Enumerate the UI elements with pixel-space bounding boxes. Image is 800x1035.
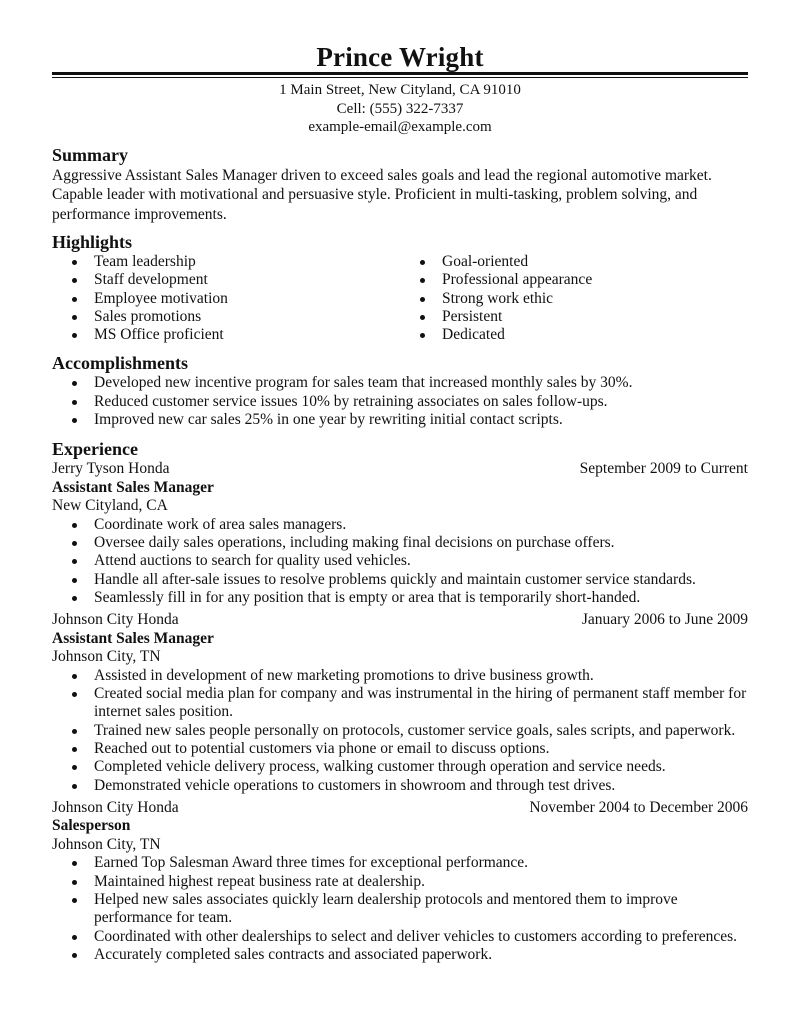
accomplishments-heading: Accomplishments: [52, 353, 188, 374]
job-bullet: [52, 571, 748, 589]
bullet-icon: [72, 747, 77, 752]
job-bullet-text: Trained new sales people personally on protocols, customer service goals, sales scripts, and paperwork.: [94, 721, 736, 739]
highlight-item: [52, 290, 400, 308]
job-title: Assistant Sales Manager: [52, 478, 214, 496]
accomplishment-text: Improved new car sales 25% in one year by rewriting initial contact scripts.: [94, 411, 563, 429]
divider-thin-line: [52, 77, 748, 78]
job-bullet: [52, 667, 748, 685]
job-bullet-text: Coordinated with other dealerships to select and deliver vehicles to customers according to preferences.: [94, 927, 738, 945]
job-location: New Cityland, CA: [52, 497, 168, 515]
job-bullet-text: Demonstrated vehicle operations to customers in showroom and through test drives.: [94, 776, 616, 794]
summary-heading: Summary: [52, 144, 128, 165]
bullet-icon: [72, 381, 77, 386]
job-dates: January 2006 to June 2009: [581, 611, 748, 629]
highlight-item: [400, 326, 748, 344]
highlight-text: Employee motivation: [94, 289, 228, 307]
job-bullet: [52, 946, 748, 964]
job-bullet-text: Maintained highest repeat business rate at dealership.: [94, 872, 425, 890]
bullet-icon: [72, 418, 77, 423]
bullet-icon: [72, 674, 77, 679]
job-bullet-text: Attend auctions to search for quality used vehicles.: [94, 552, 411, 570]
job-bullets: [52, 854, 748, 964]
bullet-icon: [72, 596, 77, 601]
job-entry: [52, 799, 748, 964]
highlight-item: [400, 253, 748, 271]
bullet-icon: [72, 559, 77, 564]
job-entry: [52, 460, 748, 607]
highlight-text: Team leadership: [94, 253, 196, 270]
job-dates: November 2004 to December 2006: [529, 798, 748, 816]
job-bullet: [52, 928, 748, 946]
accomplishment-text: Developed new incentive program for sales team that increased monthly sales by 30%.: [94, 374, 633, 392]
bullet-icon: [72, 541, 77, 546]
contact-phone: Cell: (555) 322-7337: [336, 100, 464, 117]
candidate-name: Prince Wright: [316, 42, 484, 72]
highlight-item: [52, 253, 400, 271]
job-bullets: [52, 516, 748, 607]
bullet-icon: [420, 260, 425, 265]
highlight-item: [400, 271, 748, 289]
highlight-text: Goal-oriented: [442, 253, 529, 270]
accomplishment-item: [52, 374, 748, 392]
accomplishment-item: [52, 393, 748, 411]
job-dates: September 2009 to Current: [579, 460, 748, 478]
job-header: [52, 611, 748, 630]
bullet-icon: [72, 315, 77, 320]
bullet-icon: [72, 953, 77, 958]
job-location: Johnson City, TN: [52, 648, 161, 666]
accomplishments-list: [52, 374, 748, 429]
highlight-item: [52, 326, 400, 344]
job-bullet: [52, 740, 748, 758]
highlight-text: Staff development: [94, 271, 208, 289]
bullet-icon: [420, 297, 425, 302]
summary-line: performance improvements.: [52, 205, 227, 223]
accomplishment-text: Reduced customer service issues 10% by retraining associates on sales follow-ups.: [94, 392, 608, 410]
summary-line: Aggressive Assistant Sales Manager driven to exceed sales goals and lead the regional automotive market.: [52, 166, 712, 184]
job-bullet-text: Seamlessly fill in for any position that is empty or area that is temporarily short-handed.: [94, 589, 641, 607]
highlight-item: [52, 308, 400, 326]
job-bullet: [52, 516, 748, 534]
bullet-icon: [420, 278, 425, 283]
job-bullet: [52, 777, 748, 795]
bullet-icon: [72, 880, 77, 885]
experience-heading: Experience: [52, 439, 138, 460]
job-bullet-text: Created social media plan for company and was instrumental in the hiring of permanent staff member for internet sales position.: [94, 685, 747, 721]
job-bullet-text: Assisted in development of new marketing promotions to drive business growth.: [94, 666, 594, 684]
job-title: Salesperson: [52, 817, 131, 835]
bullet-icon: [72, 692, 77, 697]
job-bullet: [52, 685, 748, 722]
bullet-icon: [72, 784, 77, 789]
job-bullet: [52, 589, 748, 607]
job-bullet: [52, 873, 748, 891]
experience-section: [52, 438, 748, 964]
header-divider: [52, 72, 748, 80]
job-entry: [52, 611, 748, 795]
job-bullet: [52, 722, 748, 740]
job-location: Johnson City, TN: [52, 835, 161, 853]
job-company: Johnson City Honda: [52, 798, 179, 816]
job-header: [52, 460, 748, 479]
job-bullet-text: Earned Top Salesman Award three times for exceptional performance.: [94, 854, 529, 872]
highlight-item: [400, 308, 748, 326]
job-bullet-text: Completed vehicle delivery process, walking customer through operation and service needs.: [94, 758, 666, 776]
contact-block: [52, 81, 748, 137]
resume-page: [52, 0, 748, 968]
accomplishments-section: [52, 352, 748, 429]
bullet-icon: [72, 297, 77, 302]
bullet-icon: [72, 333, 77, 338]
job-bullet-text: Handle all after-sale issues to resolve problems quickly and maintain customer service standards.: [94, 570, 696, 588]
job-bullet: [52, 552, 748, 570]
highlight-text: Sales promotions: [94, 307, 202, 325]
bullet-icon: [72, 861, 77, 866]
job-header: [52, 799, 748, 818]
job-bullet-text: Oversee daily sales operations, including making final decisions on purchase offers.: [94, 534, 615, 552]
highlight-text: Strong work ethic: [442, 289, 554, 307]
highlights-columns: [52, 253, 748, 344]
job-bullet: [52, 758, 748, 776]
bullet-icon: [72, 935, 77, 940]
highlight-item: [400, 290, 748, 308]
highlights-section: [52, 231, 748, 344]
contact-email: example-email@example.com: [308, 119, 492, 135]
bullet-icon: [72, 400, 77, 405]
bullet-icon: [72, 260, 77, 265]
job-bullets: [52, 667, 748, 795]
summary-line: Capable leader with motivational and persuasive style. Proficient in multi-tasking, problem solving, and: [52, 186, 698, 203]
bullet-icon: [420, 315, 425, 320]
job-company: Jerry Tyson Honda: [52, 460, 170, 478]
summary-section: [52, 144, 748, 225]
highlights-right-list: [400, 253, 748, 344]
job-bullet-text: Helped new sales associates quickly learn dealership protocols and mentored them to improve performance for team.: [94, 891, 678, 927]
job-bullet: [52, 854, 748, 872]
bullet-icon: [72, 729, 77, 734]
job-bullet: [52, 891, 748, 928]
job-bullet: [52, 534, 748, 552]
highlights-left-list: [52, 253, 400, 344]
bullet-icon: [72, 278, 77, 283]
divider-thick-line: [52, 72, 748, 75]
bullet-icon: [72, 578, 77, 583]
bullet-icon: [72, 523, 77, 528]
bullet-icon: [72, 765, 77, 770]
highlights-heading: Highlights: [52, 232, 133, 252]
job-bullet-text: Accurately completed sales contracts and associated paperwork.: [94, 945, 493, 963]
job-title: Assistant Sales Manager: [52, 629, 214, 647]
job-bullet-text: Coordinate work of area sales managers.: [94, 515, 347, 533]
highlight-text: Persistent: [442, 307, 503, 325]
job-company: Johnson City Honda: [52, 611, 179, 629]
summary-text: [52, 166, 748, 225]
bullet-icon: [420, 333, 425, 338]
highlight-text: MS Office proficient: [94, 326, 224, 344]
contact-address: 1 Main Street, New Cityland, CA 91010: [279, 82, 521, 98]
highlight-text: Professional appearance: [442, 271, 593, 289]
job-bullet-text: Reached out to potential customers via phone or email to discuss options.: [94, 740, 550, 758]
bullet-icon: [72, 898, 77, 903]
highlight-text: Dedicated: [442, 326, 505, 344]
highlight-item: [52, 271, 400, 289]
accomplishment-item: [52, 411, 748, 429]
